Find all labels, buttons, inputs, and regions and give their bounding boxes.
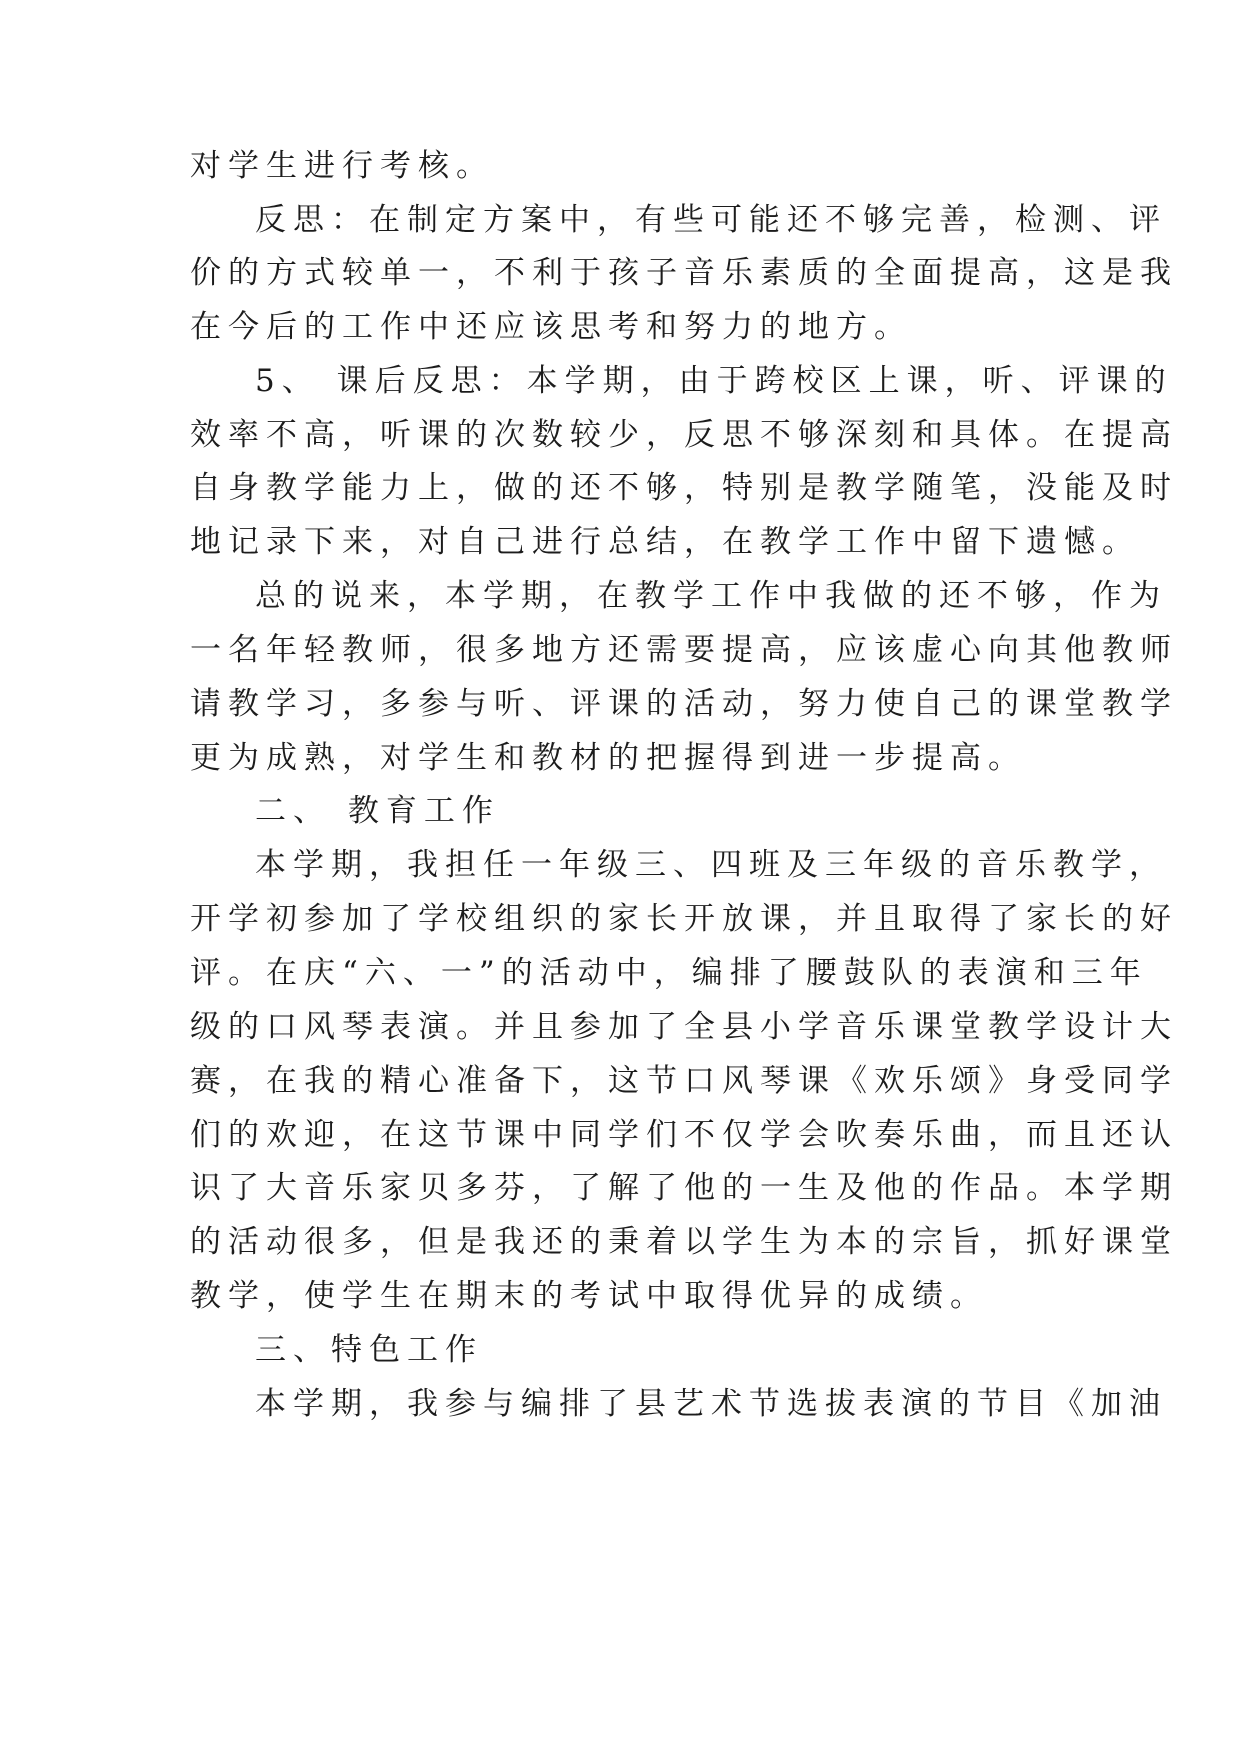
text-line: 本学期，我参与编排了县艺术节选拔表演的节目《加油 (255, 1386, 1167, 1422)
text-line: 5、 课后反思：本学期，由于跨校区上课，听、评课的 (255, 363, 1173, 399)
text-line: 价的方式较单一，不利于孩子音乐素质的全面提高，这是我 (190, 255, 1178, 291)
text-line: 评。在庆“六、一”的活动中，编排了腰鼓队的表演和三年 (190, 955, 1148, 991)
section-heading: 二、 教育工作 (255, 793, 500, 829)
text-line: 开学初参加了学校组织的家长开放课，并且取得了家长的好 (190, 901, 1178, 937)
text-line: 级的口风琴表演。并且参加了全县小学音乐课堂教学设计大 (190, 1009, 1178, 1045)
text-line: 地记录下来，对自己进行总结，在教学工作中留下遗憾。 (190, 524, 1140, 560)
text-line: 反思：在制定方案中，有些可能还不够完善，检测、评 (255, 202, 1167, 238)
text-line: 教学，使学生在期末的考试中取得优异的成绩。 (190, 1278, 988, 1314)
text-line: 更为成熟，对学生和教材的把握得到进一步提高。 (190, 740, 1026, 776)
text-line: 请教学习，多参与听、评课的活动，努力使自己的课堂教学 (190, 686, 1178, 722)
text-line: 识了大音乐家贝多芬，了解了他的一生及他的作品。本学期 (190, 1170, 1178, 1206)
text-line: 在今后的工作中还应该思考和努力的地方。 (190, 309, 912, 345)
text-line: 一名年轻教师，很多地方还需要提高，应该虚心向其他教师 (190, 632, 1178, 668)
text-line: 的活动很多，但是我还的秉着以学生为本的宗旨，抓好课堂 (190, 1224, 1178, 1260)
text-line: 效率不高，听课的次数较少，反思不够深刻和具体。在提高 (190, 417, 1178, 453)
text-line: 们的欢迎，在这节课中同学们不仅学会吹奏乐曲，而且还认 (190, 1117, 1178, 1153)
text-line: 赛，在我的精心准备下，这节口风琴课《欢乐颂》身受同学 (190, 1063, 1178, 1099)
text-line: 本学期，我担任一年级三、四班及三年级的音乐教学， (255, 847, 1167, 883)
text-line: 总的说来，本学期，在教学工作中我做的还不够，作为 (255, 578, 1167, 614)
section-heading: 三、特色工作 (255, 1332, 483, 1368)
text-line: 对学生进行考核。 (190, 148, 494, 184)
text-line: 自身教学能力上，做的还不够，特别是教学随笔，没能及时 (190, 470, 1178, 506)
